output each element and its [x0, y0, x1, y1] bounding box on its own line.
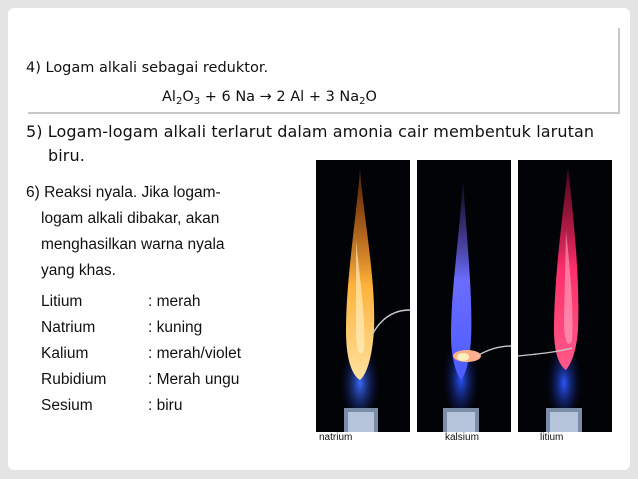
point-5-line-1: 5) Logam-logam alkali terlarut dalam amonia cair membentuk larutan: [26, 122, 595, 141]
caption-litium: litium: [540, 432, 564, 443]
point-4-text: 4) Logam alkali sebagai reduktor.: [26, 60, 269, 76]
eq-al-sub: 2: [175, 96, 183, 107]
point-5-line-2: biru.: [48, 146, 85, 165]
point-6-line-3: menghasilkan warna nyala: [41, 236, 225, 253]
color-rubidium: : Merah ungu: [148, 371, 240, 388]
eq-o: O: [182, 89, 194, 105]
slide: [8, 8, 630, 470]
flame-photo-kalsium: [417, 160, 511, 432]
point-6-line-1: 6) Reaksi nyala. Jika logam-: [26, 184, 221, 201]
flame-test-photos: [316, 160, 612, 432]
reduction-equation: [162, 89, 377, 105]
eq-na-sub: 2: [359, 96, 366, 107]
color-natrium: : kuning: [148, 319, 203, 336]
metal-sesium: Sesium: [41, 397, 93, 414]
point-6-line-4: yang khas.: [41, 262, 116, 279]
eq-rest: + 6 Na → 2 Al + 3 Na: [200, 89, 360, 105]
color-kalium: : merah/violet: [148, 345, 242, 362]
color-sesium: : biru: [148, 397, 183, 414]
metal-kalium: Kalium: [41, 345, 89, 362]
metal-natrium: Natrium: [41, 319, 96, 336]
metal-litium: Litium: [41, 293, 83, 310]
eq-end: O: [365, 89, 377, 105]
flame-photo-natrium: [316, 160, 410, 432]
point-6-line-2: logam alkali dibakar, akan: [41, 210, 220, 227]
metal-rubidium: Rubidium: [41, 371, 107, 388]
eq-al: Al: [162, 89, 176, 105]
caption-natrium: natrium: [319, 432, 353, 443]
flame-photo-litium: [518, 160, 612, 432]
color-litium: : merah: [148, 293, 201, 310]
eq-o-sub: 3: [193, 96, 201, 107]
caption-kalsium: kalsium: [445, 432, 479, 443]
